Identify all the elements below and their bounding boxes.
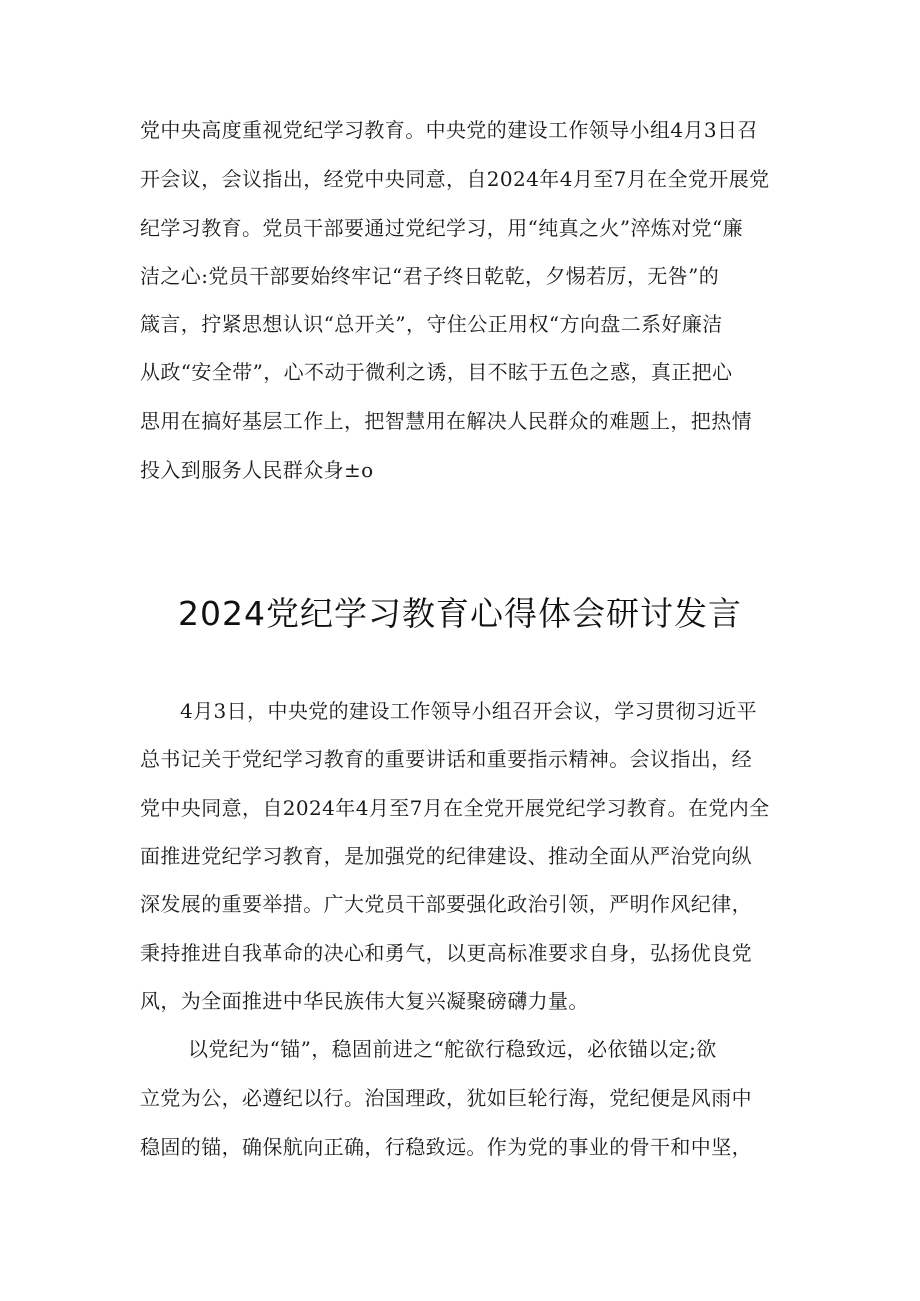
intro-line: 党中央高度重视党纪学习教育。中央党的建设工作领导小组4月3日召: [140, 118, 758, 142]
intro-line: 思用在搞好基层工作上，把智慧用在解决人民群众的难题上，把热情: [140, 409, 752, 433]
body-line: 面推进党纪学习教育，是加强党的纪律建设、推动全面从严治党向纵: [140, 844, 752, 868]
body-line: 秉持推进自我革命的决心和勇气，以更高标准要求自身，弘扬优良党: [140, 941, 752, 965]
intro-line: 洁之心:党员干部要始终牢记“君子终日乾乾，夕惕若厉，无咎”的: [140, 264, 720, 288]
intro-line: 开会议，会议指出，经党中央同意，自2024年4月至7月在全党开展党: [140, 167, 770, 191]
body-line: 稳固的锚，确保航向正确，行稳致远。作为党的事业的骨干和中坚，: [140, 1135, 752, 1159]
intro-line: 纪学习教育。党员干部要通过党纪学习，用“纯真之火”淬炼对党“廉: [140, 216, 744, 240]
intro-line: 投入到服务人民群众身±o: [140, 458, 374, 482]
body-line: 风，为全面推进中华民族伟大复兴凝聚磅礴力量。: [140, 989, 589, 1013]
body-line: 4月3日，中央党的建设工作领导小组召开会议，学习贯彻习近平: [180, 699, 758, 723]
body-line: 深发展的重要举措。广大党员干部要强化政治引领，严明作风纪律，: [140, 892, 752, 916]
body-line: 以党纪为“锚”，稳固前进之“舵欲行稳致远，必依锚以定;欲: [188, 1037, 717, 1061]
document-title: 2024党纪学习教育心得体会研讨发言: [178, 594, 742, 633]
body-line: 立党为公，必遵纪以行。治国理政，犹如巨轮行海，党纪便是风雨中: [140, 1086, 752, 1110]
intro-line: 从政“安全带”，心不动于微利之诱，目不眩于五色之惑，真正把心: [140, 360, 733, 384]
intro-line: 箴言，拧紧思想认识“总开关”，守住公正用权“方向盘二系好廉洁: [140, 312, 723, 336]
body-line: 总书记关于党纪学习教育的重要讲话和重要指示精神。会议指出，经: [140, 747, 752, 771]
body-line: 党中央同意，自2024年4月至7月在全党开展党纪学习教育。在党内全: [140, 796, 770, 820]
